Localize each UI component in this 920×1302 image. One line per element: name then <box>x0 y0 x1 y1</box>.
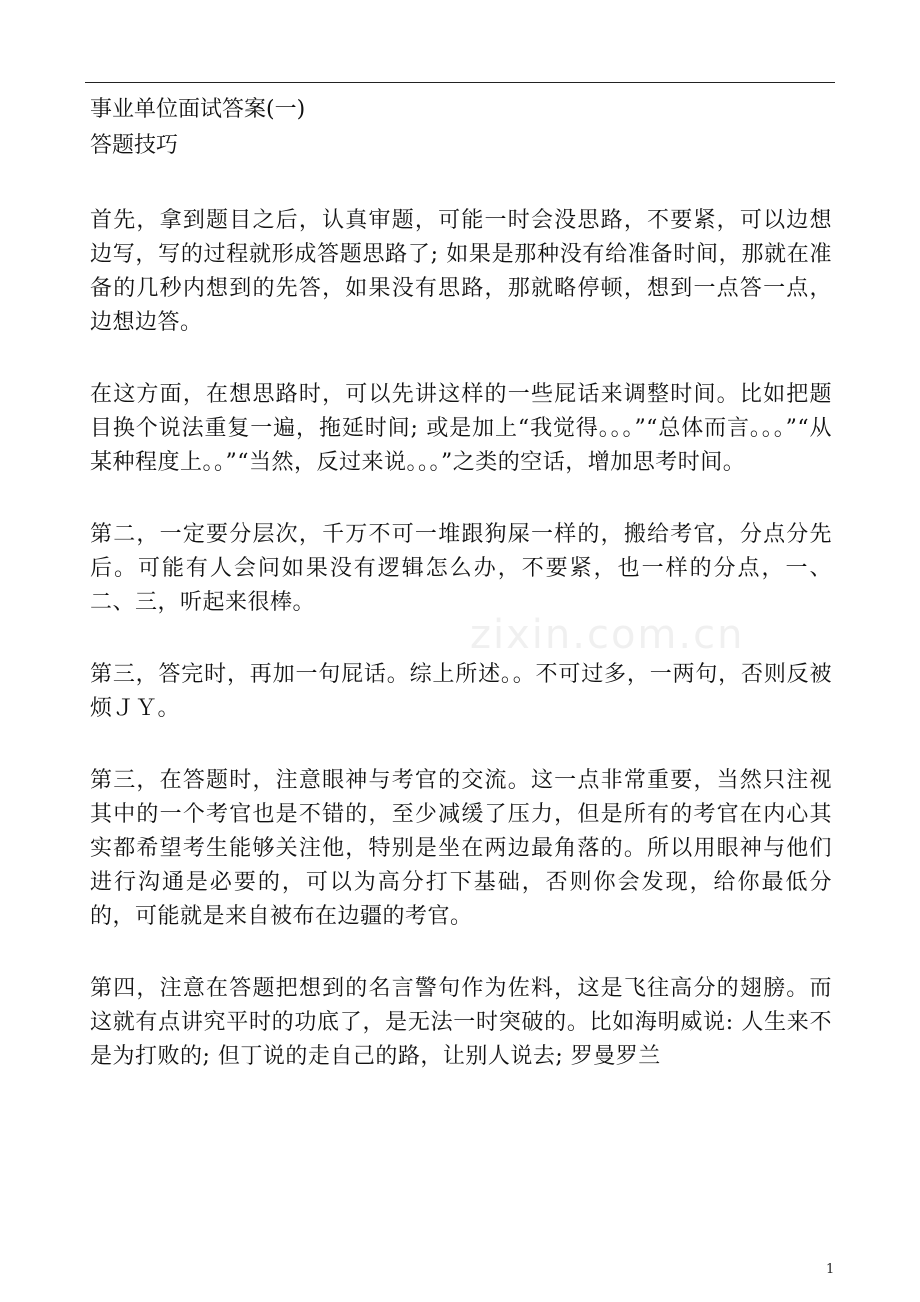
paragraph-6: 第四，注意在答题把想到的名言警句作为佐料，这是飞往高分的翅膀。而这就有点讲究平时的功底了，是无法一时突破的。比如海明威说: 人生来不是为打败的; 但丁说的走自己的路，让别人说去; 罗曼罗兰 <box>90 976 832 1069</box>
document-title: 事业单位面试答案(一) <box>90 97 306 122</box>
paragraph-1: 首先，拿到题目之后，认真审题，可能一时会没思路，不要紧，可以边想边写，写的过程就形成答题思路了; 如果是那种没有给准备时间，那就在准备的几秒内想到的先答，如果没有思路，那就略停顿，想到一点答一点，边想边答。 <box>90 208 832 335</box>
watermark: zixin.com.cn <box>470 612 745 658</box>
document-body <box>90 92 832 1074</box>
header-rule <box>85 82 835 83</box>
paragraph-5: 第三，在答题时，注意眼神与考官的交流。这一点非常重要，当然只注视其中的一个考官也是不错的，至少减缓了压力，但是所有的考官在内心其实都希望考生能够关注他，特别是坐在两边最角落的。所以用眼神与他们进行沟通是必要的，可以为高分打下基础，否则你会发现，给你最低分的，可能就是来自被布在边疆的考官。 <box>90 768 832 929</box>
paragraph-4: 第三，答完时，再加一句屁话。综上所述。。不可过多，一两句，否则反被烦ＪＹ。 <box>90 662 832 721</box>
document-subtitle: 答题技巧 <box>90 133 179 158</box>
paragraph-3: 第二，一定要分层次，千万不可一堆跟狗屎一样的，搬给考官，分点分先后。可能有人会问如果没有逻辑怎么办，不要紧，也一样的分点，一、二、三，听起来很棒。 <box>90 522 832 615</box>
paragraph-2: 在这方面，在想思路时，可以先讲这样的一些屁话来调整时间。比如把题目换个说法重复一遍，拖延时间; 或是加上“我觉得。。。”“总体而言。。。”“从某种程度上。。”“当然，反过来说。。。”之类的空话，增加思考时间。 <box>90 382 832 475</box>
page-number: 1 <box>826 1262 835 1277</box>
